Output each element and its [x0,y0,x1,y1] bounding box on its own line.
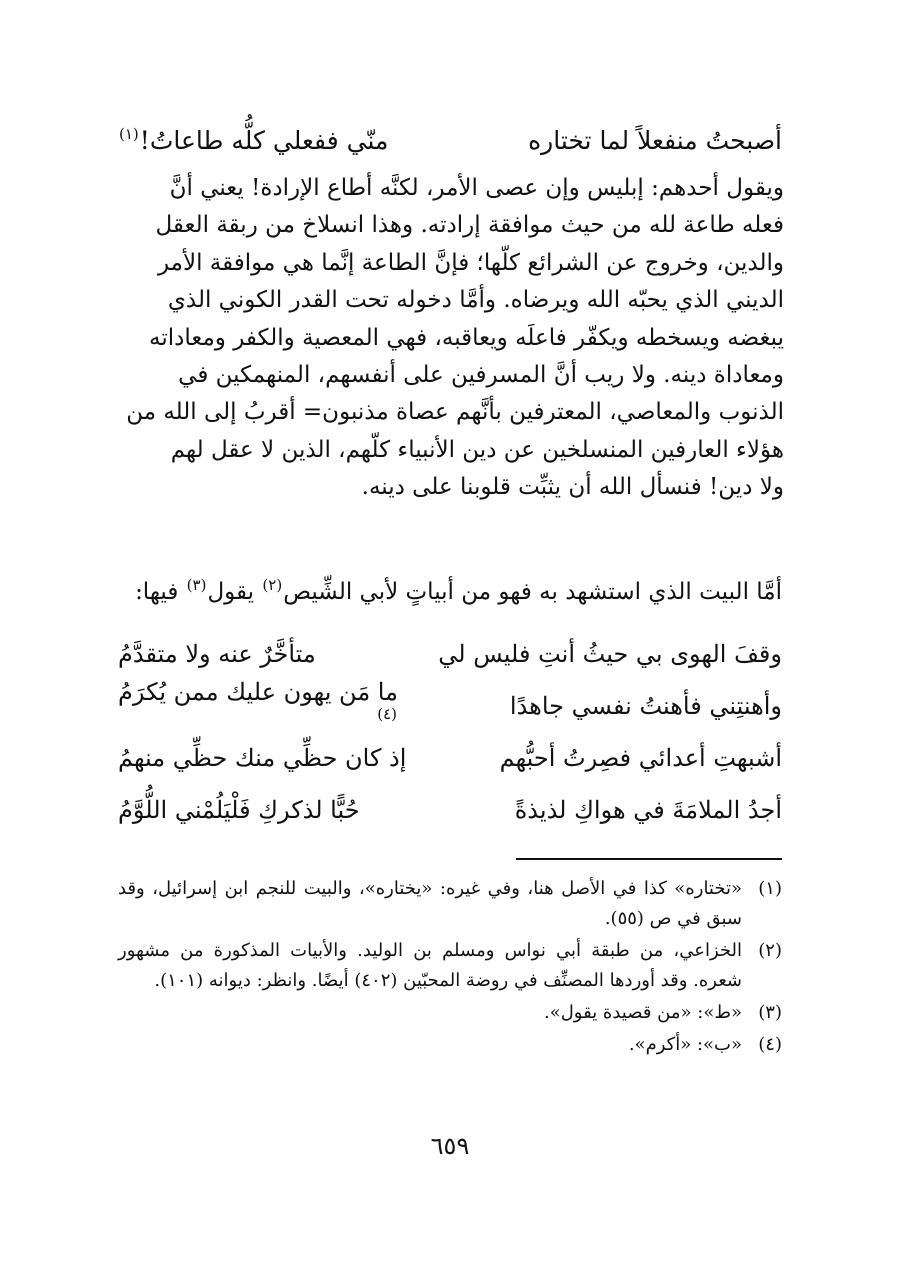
verse-first-hemistich: أشبهتِ أعدائي فصِرتُ أحبُّهم [499,744,782,772]
footnote-separator [516,858,782,860]
footnote-marker[interactable]: (١) [119,125,139,144]
verse-second-hemistich [118,744,406,772]
poem-verse [118,732,782,784]
verse-second-hemistich-text: منّي ففعلي كلُّه طاعاتُ! [139,125,389,155]
footnote-marker[interactable]: (٢) [262,576,283,595]
footnote-text: «تختاره» كذا في الأصل هنا، وفي غيره: «يختاره»، والبيت للنجم ابن إسرائيل، وقد سبق في ص (٥٥). [118,878,742,929]
verse-second-hemistich [118,796,360,824]
footnote [118,874,782,934]
verse-second-hemistich-text: ما مَن يهون عليك ممن يُكرَمُ [118,678,398,706]
footnote-number: (١) [758,878,782,899]
verse-second-hemistich-text: حُبًّا لذكركِ فَلْيَلُمْني اللُّوَّمُ [118,796,360,824]
intro-text: أمَّا البيت الذي استشهد به فهو من أبياتٍ لأبي الشِّيص [283,579,782,605]
poem-verse [118,784,782,836]
text-line: فعله طاعة لله من حيث موافقة إرادته. وهذا انسلاخ من ربقة العقل [155,212,784,239]
footnote-text: الخزاعي، من طبقة أبي نواس ومسلم بن الوليد. والأبيات المذكورة من مشهور شعره. وقد أوردها المصنِّف في روضة المحبّين (٤٠٢) أيضًا. وانظر: ديوانه (١٠١). [118,940,742,991]
footnotes [118,874,782,1062]
body-paragraph [118,170,784,507]
verse-first-hemistich: أجدُ الملامَةَ في هواكِ لذيذةً [514,796,782,824]
intro-text: فيها: [135,579,186,605]
footnote-marker[interactable]: (٣) [186,576,207,595]
verse-second-hemistich [118,126,388,155]
verse-first-hemistich-text: أصبحتُ منفعلاً لما تختاره [528,125,782,155]
poem-introduction [118,572,782,612]
text-line: ولا دين! فنسأل الله أن يثبِّت قلوبنا على دينه. [361,474,784,501]
opening-verse [118,118,782,162]
text-line: الذنوب والمعاصي، المعترفين بأنَّهم عصاة مذنبون= أقربُ إلى الله من [126,399,784,426]
verse-second-hemistich [118,678,398,734]
poem [118,628,782,836]
verse-first-hemistich [528,126,782,155]
text-line: الديني الذي يحبّه الله ويرضاه. وأمَّا دخوله تحت القدر الكوني الذي [167,287,784,314]
footnote [118,1030,782,1060]
footnote-number: (٣) [758,1002,782,1023]
footnote-number: (٤) [758,1034,782,1055]
page-number: ٦٥٩ [430,1132,470,1160]
text-line: ومعاداة دينه. ولا ريب أنَّ المسرفين على أنفسهم، المنهمكين في [178,362,784,389]
verse-first-hemistich: وقفَ الهوى بي حيثُ أنتِ فليس لي [438,640,782,668]
verse-second-hemistich-text: إذ كان حظِّي منك حظِّي منهمُ [118,744,407,772]
poem-verse [118,628,782,680]
text-line: ويقول أحدهم: إبليس وإن عصى الأمر، لكنَّه أطاع الإرادة! يعني أنَّ [169,175,784,201]
text-line: والدين، وخروج عن الشرائع كلّها؛ فإنَّ الطاعة إنَّما هي موافقة الأمر [157,249,784,276]
footnote-number: (٢) [758,940,782,961]
text-line: هؤلاء العارفين المنسلخين عن دين الأنبياء كلّهم، الذين لا عقل لهم [170,436,784,463]
footnote [118,936,782,996]
text-line: يبغضه ويسخطه ويكفّر فاعلَه ويعاقبه، فهي المعصية والكفر ومعاداته [149,324,784,351]
footnote-text: «ط»: «من قصيدة يقول». [543,1002,742,1023]
verse-second-hemistich-text: متأخَّرٌ عنه ولا متقدَّمُ [118,640,316,668]
footnote-marker[interactable]: (٤) [377,705,397,723]
intro-text: يقول [207,579,262,605]
verse-second-hemistich [118,640,316,668]
footnote-text: «ب»: «أكرم». [628,1034,742,1055]
verse-first-hemistich: وأهنتِني فأهنتُ نفسي جاهدًا [509,692,782,720]
poem-verse [118,680,782,732]
footnote [118,998,782,1028]
